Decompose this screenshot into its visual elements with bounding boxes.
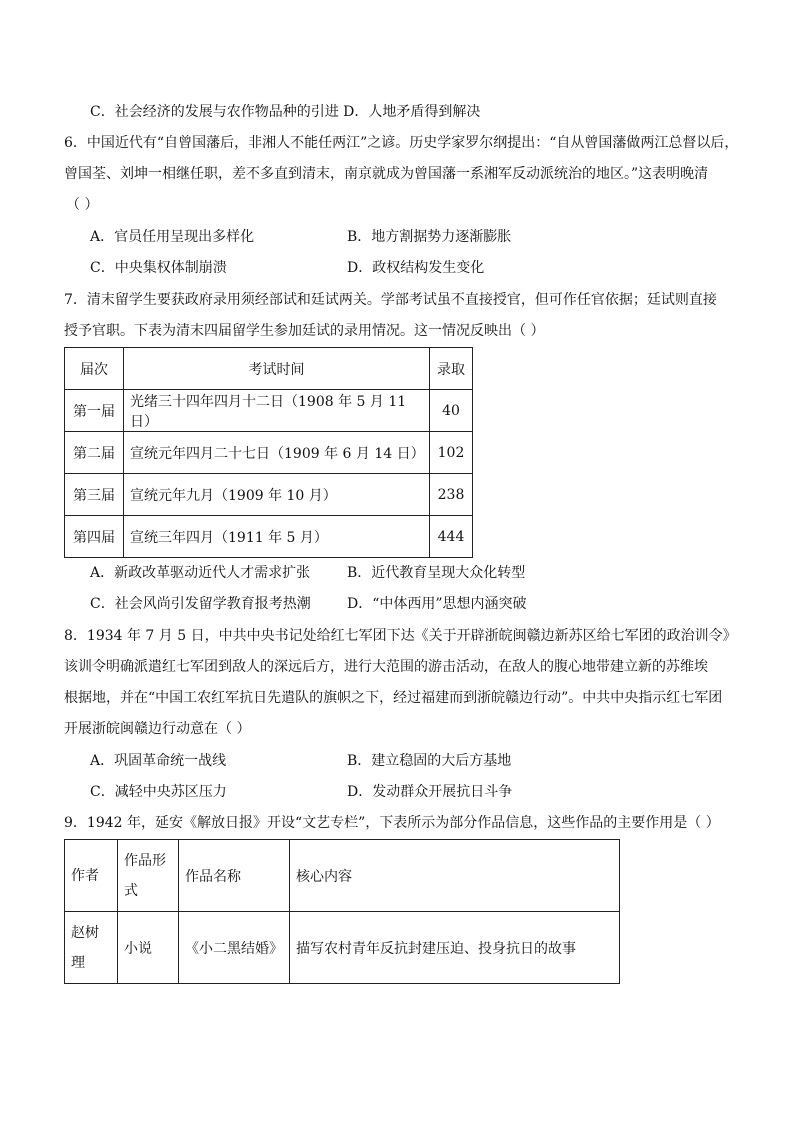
q6-option-d: D．政权结构发生变化 xyxy=(347,260,485,276)
table-cell: 第一届 xyxy=(65,390,124,432)
table-header-cell: 录取 xyxy=(430,348,473,390)
q7-table xyxy=(64,347,473,558)
table-cell: 小说 xyxy=(118,912,179,984)
q8-option-c: C．减轻中央苏区压力 xyxy=(90,784,227,800)
table-cell: 40 xyxy=(430,390,473,432)
q9-stem-line-1: 9．1942 年，延安《解放日报》开设“文艺专栏”，下表所示为部分作品信息，这些作品的主要作用是（ ） xyxy=(64,815,720,831)
q6-stem-line-2: 曾国荃、刘坤一相继任职，差不多直到清末，南京就成为曾国藩一系湘军反动派统治的地区。”这表明晚清 xyxy=(64,166,709,182)
q7-option-d: D．“中体西用”思想内涵突破 xyxy=(347,596,527,612)
table-cell: 宣统元年九月（1909 年 10 月） xyxy=(124,474,430,516)
table-header-row xyxy=(65,840,620,912)
table-cell: 238 xyxy=(430,474,473,516)
table-cell: 444 xyxy=(430,516,473,558)
q8-option-a: A．巩固革命统一战线 xyxy=(90,753,227,769)
q9-table xyxy=(64,839,620,984)
table-header-cell: 核心内容 xyxy=(290,840,620,912)
table-cell: 102 xyxy=(430,432,473,474)
q7-option-a: A．新政改革驱动近代人才需求扩张 xyxy=(90,565,311,581)
table-header-cell: 考试时间 xyxy=(124,348,430,390)
table-row xyxy=(65,432,473,474)
q8-stem-line-4: 开展浙皖闽赣边行动意在（ ） xyxy=(64,721,251,737)
q8-stem-line-3: 根据地，并在“中国工农红军抗日先遣队的旗帜之下，经过福建而到浙皖赣边行动”。中共中央指示红七军团 xyxy=(64,690,723,706)
table-header-cell: 作品名称 xyxy=(179,840,290,912)
table-cell: 第四届 xyxy=(65,516,124,558)
q6-option-b: B．地方割据势力逐渐膨胀 xyxy=(347,229,512,245)
table-cell: 描写农村青年反抗封建压迫、投身抗日的故事 xyxy=(290,912,620,984)
q6-stem-line-3: （ ） xyxy=(66,197,99,213)
table-row xyxy=(65,474,473,516)
q7-stem-line-2: 授予官职。下表为清末四届留学生参加廷试的录用情况。这一情况反映出（ ） xyxy=(64,323,545,339)
q7-option-c: C．社会风尚引发留学教育报考热潮 xyxy=(90,596,311,612)
table-header-row xyxy=(65,348,473,390)
q6-stem-line-1: 6．中国近代有“自曾国藩后，非湘人不能任两江”之谚。历史学家罗尔纲提出：“自从曾国藩做两江总督以后， xyxy=(64,135,739,151)
q8-option-d: D．发动群众开展抗日斗争 xyxy=(347,784,513,800)
table-cell: 宣统元年四月二十七日（1909 年 6 月 14 日） xyxy=(124,432,430,474)
table-cell: 第三届 xyxy=(65,474,124,516)
q6-option-c: C．中央集权体制崩溃 xyxy=(90,260,227,276)
q7-option-b: B．近代教育呈现大众化转型 xyxy=(347,565,526,581)
q7-stem-line-1: 7．清末留学生要获政府录用须经部试和廷试两关。学部考试虽不直接授官，但可作任官依据；廷试则直接 xyxy=(64,292,717,308)
table-cell: 赵树理 xyxy=(65,912,118,984)
table-row xyxy=(65,912,620,984)
table-header-cell: 届次 xyxy=(65,348,124,390)
table-cell: 《小二黑结婚》 xyxy=(179,912,290,984)
table-header-cell: 作品形式 xyxy=(118,840,179,912)
q6-option-a: A．官员任用呈现出多样化 xyxy=(90,229,255,245)
table-cell: 宣统三年四月（1911 年 5 月） xyxy=(124,516,430,558)
q8-stem-line-1: 8．1934 年 7 月 5 日，中共中央书记处给红七军团下达《关于开辟浙皖闽赣边新苏区给七军团的政治训令》 xyxy=(64,628,737,644)
table-row xyxy=(65,390,473,432)
table-cell: 光绪三十四年四月十二日（1908 年 5 月 11 日） xyxy=(124,390,430,432)
table-row xyxy=(65,516,473,558)
table-cell: 第二届 xyxy=(65,432,124,474)
q8-stem-line-2: 该训令明确派遣红七军团到敌人的深远后方，进行大范围的游击活动，在敌人的腹心地带建立新的苏维埃 xyxy=(64,659,708,675)
q8-option-b: B．建立稳固的大后方基地 xyxy=(347,753,512,769)
q5-options-cd: C．社会经济的发展与农作物品种的引进 D．人地矛盾得到解决 xyxy=(90,104,481,120)
table-header-cell: 作者 xyxy=(65,840,118,912)
